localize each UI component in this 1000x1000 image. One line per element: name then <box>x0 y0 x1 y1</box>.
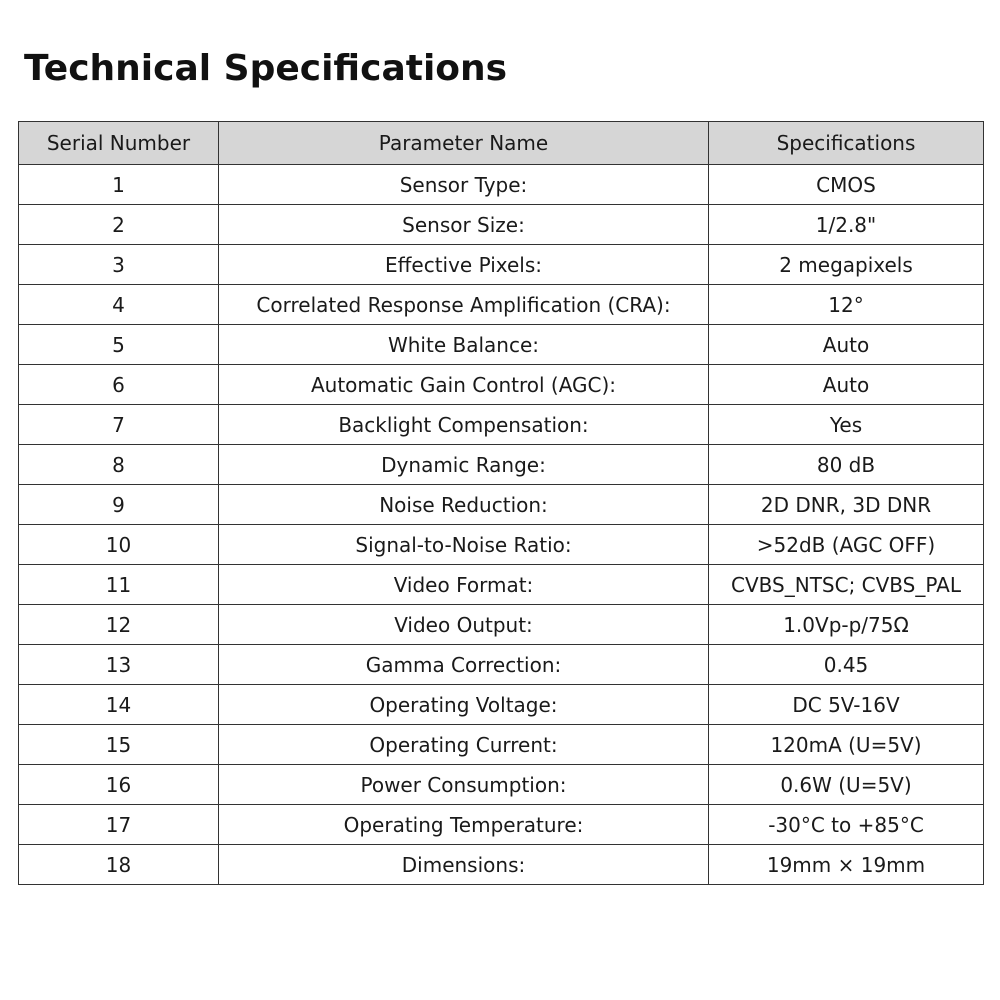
specification-cell: 1.0Vp-p/75Ω <box>709 605 984 645</box>
spec-table <box>18 121 984 885</box>
table-row <box>19 605 984 645</box>
parameter-name-cell: Automatic Gain Control (AGC): <box>219 365 709 405</box>
serial-number-cell: 5 <box>19 325 219 365</box>
specification-cell: 80 dB <box>709 445 984 485</box>
parameter-name-cell: White Balance: <box>219 325 709 365</box>
specification-cell: 2D DNR, 3D DNR <box>709 485 984 525</box>
serial-number-cell: 13 <box>19 645 219 685</box>
specification-cell: 2 megapixels <box>709 245 984 285</box>
serial-number-cell: 2 <box>19 205 219 245</box>
table-row <box>19 685 984 725</box>
table-row <box>19 645 984 685</box>
table-row <box>19 325 984 365</box>
table-row <box>19 205 984 245</box>
serial-number-cell: 18 <box>19 845 219 885</box>
specification-cell: -30°C to +85°C <box>709 805 984 845</box>
parameter-name-cell: Operating Voltage: <box>219 685 709 725</box>
specification-cell: CVBS_NTSC; CVBS_PAL <box>709 565 984 605</box>
table-header-row <box>19 122 984 165</box>
parameter-name-cell: Operating Current: <box>219 725 709 765</box>
table-row <box>19 165 984 205</box>
serial-number-cell: 16 <box>19 765 219 805</box>
parameter-name-cell: Dimensions: <box>219 845 709 885</box>
specification-cell: 0.45 <box>709 645 984 685</box>
page-title: Technical Specifications <box>24 48 508 89</box>
serial-number-cell: 12 <box>19 605 219 645</box>
specification-cell: 12° <box>709 285 984 325</box>
specification-cell: 19mm × 19mm <box>709 845 984 885</box>
serial-number-cell: 6 <box>19 365 219 405</box>
table-row <box>19 445 984 485</box>
parameter-name-cell: Effective Pixels: <box>219 245 709 285</box>
table-row <box>19 365 984 405</box>
parameter-name-cell: Noise Reduction: <box>219 485 709 525</box>
serial-number-cell: 9 <box>19 485 219 525</box>
parameter-name-cell: Video Output: <box>219 605 709 645</box>
serial-number-cell: 17 <box>19 805 219 845</box>
serial-number-cell: 3 <box>19 245 219 285</box>
table-header <box>19 122 984 165</box>
table-row <box>19 245 984 285</box>
serial-number-cell: 7 <box>19 405 219 445</box>
serial-number-cell: 8 <box>19 445 219 485</box>
table-row <box>19 285 984 325</box>
serial-number-cell: 1 <box>19 165 219 205</box>
specification-cell: 0.6W (U=5V) <box>709 765 984 805</box>
table-row <box>19 765 984 805</box>
specification-cell: Yes <box>709 405 984 445</box>
specification-cell: 1/2.8" <box>709 205 984 245</box>
header-parameter-name: Parameter Name <box>219 122 709 165</box>
parameter-name-cell: Sensor Type: <box>219 165 709 205</box>
table-row <box>19 805 984 845</box>
serial-number-cell: 11 <box>19 565 219 605</box>
specification-cell: >52dB (AGC OFF) <box>709 525 984 565</box>
specification-cell: DC 5V-16V <box>709 685 984 725</box>
table-body <box>19 165 984 885</box>
table-row <box>19 725 984 765</box>
parameter-name-cell: Gamma Correction: <box>219 645 709 685</box>
parameter-name-cell: Operating Temperature: <box>219 805 709 845</box>
parameter-name-cell: Backlight Compensation: <box>219 405 709 445</box>
table-row <box>19 565 984 605</box>
header-specifications: Specifications <box>709 122 984 165</box>
table-row <box>19 525 984 565</box>
serial-number-cell: 15 <box>19 725 219 765</box>
specification-cell: Auto <box>709 365 984 405</box>
table-row <box>19 845 984 885</box>
serial-number-cell: 10 <box>19 525 219 565</box>
parameter-name-cell: Video Format: <box>219 565 709 605</box>
specification-cell: 120mA (U=5V) <box>709 725 984 765</box>
specification-cell: Auto <box>709 325 984 365</box>
table-row <box>19 405 984 445</box>
header-serial-number: Serial Number <box>19 122 219 165</box>
specification-cell: CMOS <box>709 165 984 205</box>
table-row <box>19 485 984 525</box>
parameter-name-cell: Dynamic Range: <box>219 445 709 485</box>
serial-number-cell: 4 <box>19 285 219 325</box>
parameter-name-cell: Power Consumption: <box>219 765 709 805</box>
parameter-name-cell: Correlated Response Amplification (CRA): <box>219 285 709 325</box>
parameter-name-cell: Sensor Size: <box>219 205 709 245</box>
serial-number-cell: 14 <box>19 685 219 725</box>
parameter-name-cell: Signal-to-Noise Ratio: <box>219 525 709 565</box>
